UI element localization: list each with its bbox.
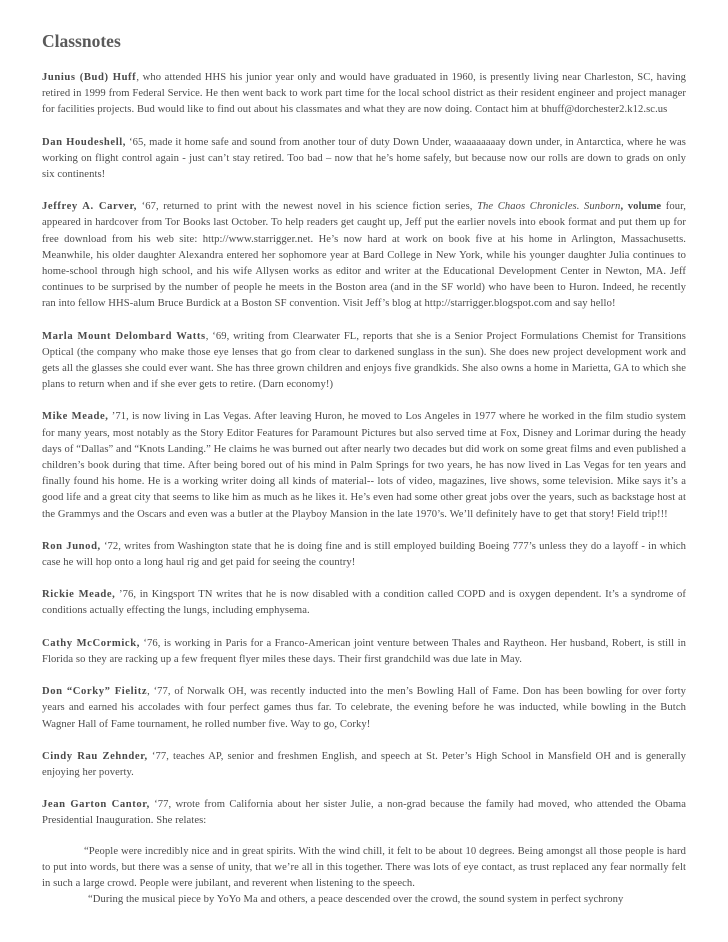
entry-text: ‘76, is working in Paris for a Franco-American joint venture between Thales and Raytheon. Her husband, Robert, is still in Florida so they are racking up a few frequent flyer miles these days. Their first grandchild was due late in May. [42,637,686,665]
entry-text: , who attended HHS his junior year only and would have graduated in 1960, is presently living near Charleston, SC, having retired in 1999 from Federal Service. He then went back to work part time for the local school district as their resident engineer and project manager for facilities projects. Bud would like to find out about his classmates and what they are now doing. Contact him at bhuff@dorchester2.k12.sc.us [42,72,686,116]
classnote-houdeshell [42,135,686,184]
classnote-carver [42,199,686,312]
entry-name: Mike Meade, [42,411,109,423]
entry-name: Jeffrey A. Carver, [42,201,138,213]
entry-text: , ‘77, of Norwalk OH, was recently inducted into the men’s Bowling Hall of Fame. Don has been bowling for over forty years and earned his accolades with four perfect games thus far. To celebrate, the evening before he was inducted, while bowling in the Butch Wagner Hall of Fame tournament, he rolled number five. Way to go, Corky! [42,686,686,730]
entry-name: Rickie Meade, [42,589,116,601]
quote-paragraph: “People were incredibly nice and in great spirits. With the wind chill, it felt to be about 10 degrees. Being amongst all those people is hard to put into words, but there was a sense of unity, that we’re all in this together. There was lots of eye contact, as trust replaced any fear normally felt in such a large crowd. People were jubilant, and reverent when listening to the speech. [42,845,686,889]
entry-text: ‘65, made it home safe and sound from another tour of duty Down Under, waaaaaaaay down under, in Antarctica, where he was working on flight control again - just can’t stay retired. Too bad – now that he’s home safely, but because now our rolls are down to grads on only six continents! [42,136,686,181]
classnote-rickie-meade [42,587,686,619]
entry-text: ’76, in Kingsport TN writes that he is now disabled with a condition called COPD and is oxygen dependent. It’s a syndrome of conditions actually effecting the lungs, including emphysema. [42,589,686,617]
entry-name: Ron Junod, [42,540,101,552]
classnote-cantor [42,797,686,829]
classnote-mike-meade [42,409,686,522]
page-title: Classnotes [42,31,121,51]
entry-text: ’71, is now living in Las Vegas. After leaving Huron, he moved to Los Angeles in 1977 where he worked in the film studio system for many years, most notably as the Story Editor Features for Paramount Pictures but also served time at Fox, Disney and Lorimar during the heady days of “Dallas” and “Knots Landing.” He claims he was burned out after nearly two decades but did work on some great films and even published a children’s book during that time. After being bored out of his mind in Palm Springs for two years, he has now lived in Las Vegas for ten years and finally found his home. He is a working writer doing all kinds of material-- lots of video, magazines, live shows, some television. Mike says it’s a good life and a great city that seems to like him as much as he likes it. He’s even had some other great jobs over the years, such as backstage host at the Grammys and the Oscars and even was a butler at the Playboy Mansion in the late 1970’s. We’ll definitely have to get that story! Field trip!!! [42,411,686,520]
entry-name: Dan Houdeshell, [42,136,127,148]
quote-paragraph: “During the musical piece by YoYo Ma and others, a peace descended over the crowd, the sound system in perfect sychrony [88,894,624,906]
entry-name: Cindy Rau Zehnder, [42,750,148,762]
entry-text: ‘67, returned to print with the newest novel in his science fiction series, [137,201,478,213]
entry-text: ‘72, writes from Washington state that he is doing fine and is still employed building Boeing 777’s unless they do a layoff - in which case he will hop onto a long haul rig and get paid for seeing the country! [42,540,686,569]
classnote-junod [42,539,686,571]
classnote-zehnder [42,749,686,781]
book-title: The Chaos Chronicles. Sunborn [477,201,621,213]
entry-text: , ‘69, writing from Clearwater FL, reports that she is a Senior Project Formulations Chemist for Transitions Optical (the company who make those eye lenses that go from clear to darkened sunglass in the sun). She does new project development work and gets all the glasses she could ever want. She has three grown children and enjoys five grandkids. She also owns a home in Marietta, GA to which she plans to return when and if she ever gets to retire. (Darn economy!) [42,330,686,391]
classnote-fielitz [42,684,686,733]
entry-text-continued: four, appeared in hardcover from Tor Books last October. To help readers get caught up, Jeff put the earlier novels into ebook format and put them up for free download from his web site: http://www.starrigger.net. He’s now hard at work on book five at his home in Arlington, Massachusetts. Meanwhile, his older daughter Alexandra entered her sophomore year at Bard College in New York, while his younger daughter Julia continues to home-school through high school, and his wife Allysen works as editor and writer at the Educational Development Center in Newton, MA. Jeff continues to be surprised by the number of people he meets in the Boston area (and in the SF world) who have been to Huron. Indeed, he recently ran into fellow HHS-alum Bruce Burdick at a Boston SF convention. Visit Jeff’s blog at http://starrigger.blogspot.com and say hello! [42,201,686,310]
entry-text: ‘77, wrote from California about her sister Julie, a non-grad because the family had moved, who attended the Obama Presidential Inauguration. She relates: [42,799,686,827]
entry-text: ‘77, teaches AP, senior and freshmen English, and speech at St. Peter’s High School in Mansfield OH and is generally enjoying her poverty. [42,750,686,778]
classnote-watts [42,329,686,394]
entry-name: Don “Corky” Fielitz [42,686,148,698]
volume-label: , volume [620,201,662,213]
classnote-huff [42,70,686,119]
entry-name: Marla Mount Delombard Watts [42,330,206,342]
entry-name: Cathy McCormick, [42,637,140,649]
classnote-mccormick [42,636,686,668]
entry-name: Jean Garton Cantor, [42,799,150,811]
entry-name: Junius (Bud) Huff [42,72,137,83]
